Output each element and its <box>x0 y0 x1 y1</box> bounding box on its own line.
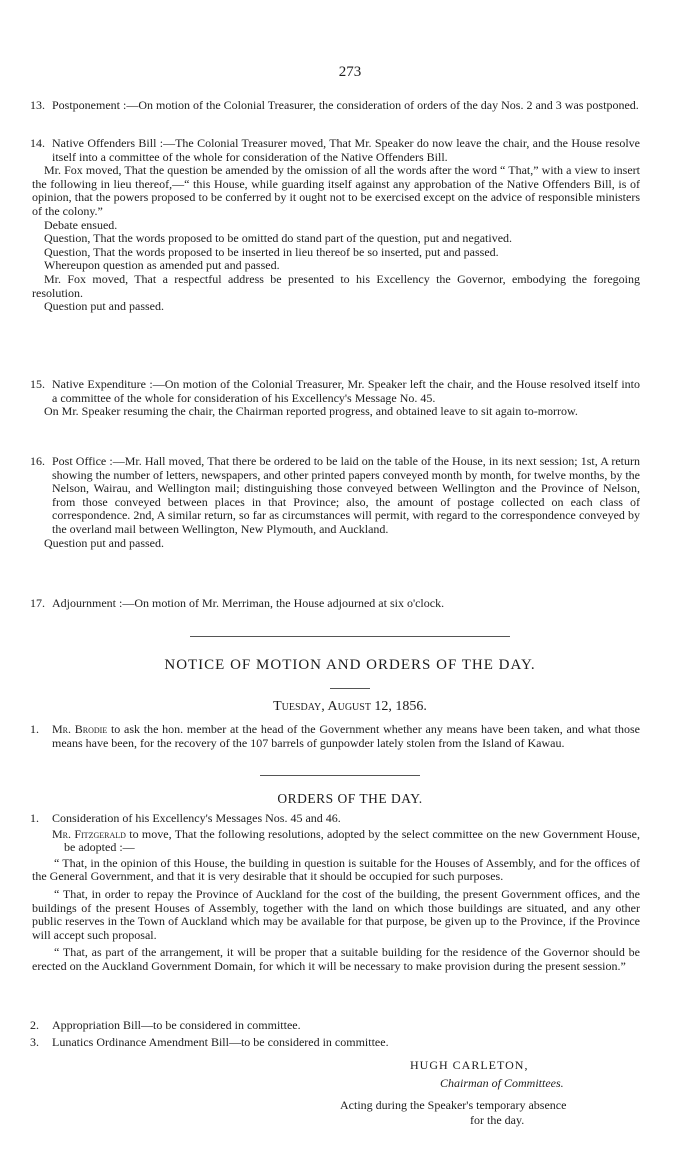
section-divider <box>260 775 420 776</box>
item-number: 15. <box>30 377 45 391</box>
proceeding-paragraph: Question put and passed. <box>44 535 164 550</box>
order-item-1 <box>32 812 640 974</box>
item-number: 13. <box>30 98 45 112</box>
item-number: 14. <box>30 136 45 150</box>
proceeding-item-14 <box>32 137 640 314</box>
proceeding-item-13 <box>32 99 640 113</box>
signature-name: HUGH CARLETON, <box>410 1058 529 1072</box>
notice-heading: NOTICE OF MOTION AND ORDERS OF THE DAY. <box>164 657 536 673</box>
motion-intro: to move, That the following resolutions, adopted by the select committee on the new Government House, be adopted :— <box>64 826 640 855</box>
proceeding-item-17 <box>32 597 640 611</box>
resolution-paragraph: “ That, as part of the arrangement, it will be proper that a suitable building for the residence of the Governor should be erected on the Auckland Government Domain, for which it will be necessary to make provision during the present session.” <box>32 945 640 973</box>
proceeding-paragraph: Mr. Fox moved, That a respectful address be presented to his Excellency the Governor, embodying the foregoing resolution. <box>32 271 640 300</box>
proceeding-paragraph: Whereupon question as amended put and passed. <box>44 258 280 273</box>
motion-item-1 <box>32 723 640 750</box>
short-divider <box>330 688 370 689</box>
proceeding-paragraph: Native Expenditure :—On motion of the Colonial Treasurer, Mr. Speaker left the chair, and the House resolved itself into a committee of the whole for consideration of his Excellency's Message No. 45. <box>52 377 640 405</box>
proceeding-paragraph: Question put and passed. <box>44 299 164 314</box>
resolution-paragraph: “ That, in order to repay the Province of Auckland for the cost of the building, the present Government offices, and the buildings of the present Houses of Assembly, together with the land on which those buildings are situated, and any other public reserves in the Town of Auckland which may be available for that purpose, be given up to the Province, if the Province will accept such proposal. <box>32 886 640 942</box>
proceeding-paragraph: Native Offenders Bill :—The Colonial Treasurer moved, That Mr. Speaker do now leave the chair, and the House resolve itself into a committee of the whole for consideration of the Native Offenders Bill. <box>52 136 640 164</box>
resolution-paragraph: “ That, in the opinion of this House, the building in question is suitable for the Houses of Assembly, and for the offices of the General Government, and that it is very desirable that it should be occupied for such purposes. <box>32 855 640 884</box>
order-text: Lunatics Ordinance Amendment Bill—to be considered in committee. <box>52 1035 389 1049</box>
order-text: Consideration of his Excellency's Messages Nos. 45 and 46. <box>52 811 341 825</box>
item-number: 3. <box>30 1035 39 1049</box>
member-name: Mr. Brodie <box>52 722 108 736</box>
proceeding-paragraph: Debate ensued. <box>44 217 118 232</box>
proceeding-paragraph: Post Office :—Mr. Hall moved, That there be ordered to be laid on the table of the House, in its next session; 1st, A return showing the number of letters, newspapers, and other printed papers conveyed month by month, for twelve months, by the Nelson, Wairau, and Wellington mail; distinguishing those conveyed between Wellington and the Province of Nelson, from those conveyed between places in that Province; also, the amount of postage collected on each class of correspondence. 2nd, A similar return, so far as circumstances will permit, with regard to the correspondence conveyed by the overland mail between Wellington, New Plymouth, and Auckland. <box>52 454 640 536</box>
proceeding-paragraph: Postponement :—On motion of the Colonial Treasurer, the consideration of orders of the day Nos. 2 and 3 was postponed. <box>52 98 639 112</box>
section-divider <box>190 636 510 637</box>
member-name: Mr. Fitzgerald <box>52 826 126 841</box>
signature-note-continued: for the day. <box>470 1113 525 1127</box>
proceeding-paragraph: On Mr. Speaker resuming the chair, the Chairman reported progress, and obtained leave to sit again to-morrow. <box>44 404 578 419</box>
item-number: 1. <box>30 811 39 825</box>
page-number: 273 <box>338 64 362 80</box>
order-text: Appropriation Bill—to be considered in committee. <box>52 1018 301 1032</box>
order-item-2 <box>32 1019 640 1033</box>
item-number: 16. <box>30 454 45 468</box>
signature-title: Chairman of Committees. <box>440 1076 564 1090</box>
signature-note: Acting during the Speaker's temporary absence <box>340 1098 567 1112</box>
orders-heading: ORDERS OF THE DAY. <box>277 791 423 806</box>
date-line: Tuesday, August 12, 1856. <box>273 699 427 714</box>
item-number: 1. <box>30 722 39 736</box>
order-item-3 <box>32 1036 640 1050</box>
item-number: 17. <box>30 596 45 610</box>
proceeding-paragraph: Mr. Fox moved, That the question be amended by the omission of all the words after the word “ That,” with a view to insert the following in lieu thereof,—“ this House, while guarding itself against any approbation of the Native Offenders Bill, is of opinion, that the powers proposed to be conferred by it ought not to be exercised except on the advice of responsible ministers of the colony.” <box>32 163 640 218</box>
proceeding-paragraph: Question, That the words proposed to be inserted in lieu thereof be so inserted, put and passed. <box>44 244 499 259</box>
motion-text: to ask the hon. member at the head of the Government whether any means have been taken, and what those means have been, for the recovery of the 107 barrels of gunpowder lately stolen from the Island of Kawau. <box>52 722 640 750</box>
proceeding-paragraph: Question, That the words proposed to be omitted do stand part of the question, put and negatived. <box>44 231 513 246</box>
item-number: 2. <box>30 1018 39 1032</box>
proceeding-paragraph: Adjournment :—On motion of Mr. Merriman, the House adjourned at six o'clock. <box>52 596 445 610</box>
proceeding-item-15 <box>32 378 640 419</box>
proceeding-item-16 <box>32 455 640 550</box>
